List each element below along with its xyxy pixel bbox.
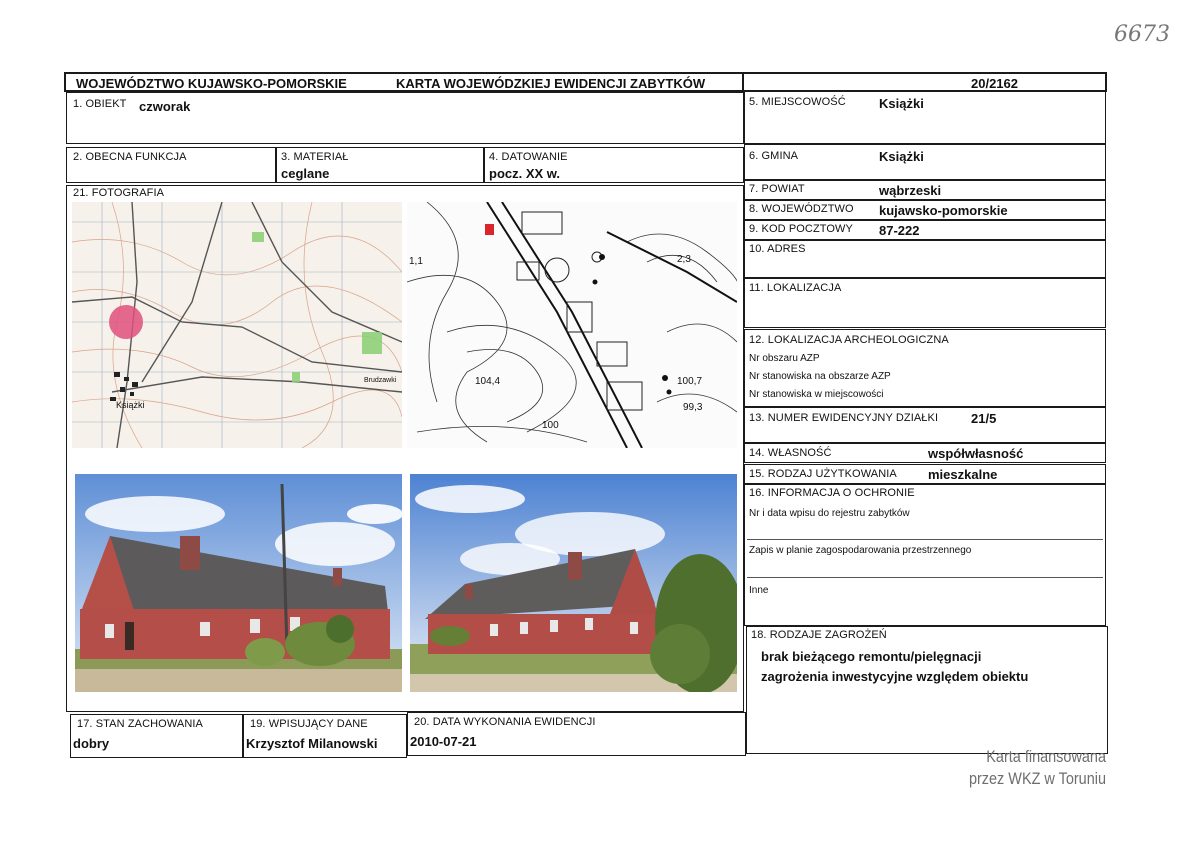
value-stan: dobry (73, 736, 110, 751)
detail-map (407, 202, 737, 448)
label-funkcja: 2. OBECNA FUNKCJA (73, 151, 187, 163)
map-label-ksiazki: Książki (116, 400, 145, 410)
label-arch: 12. LOKALIZACJA ARCHEOLOGICZNA (749, 334, 949, 346)
label-zagrozenia: 18. RODZAJE ZAGROŻEŃ (751, 629, 887, 641)
detail-map-graphic (407, 202, 737, 448)
label-gmina: 6. GMINA (749, 150, 799, 162)
header-bar (64, 72, 1107, 92)
value-dzialka: 21/5 (971, 411, 997, 426)
field-stan (70, 714, 243, 758)
arch-line-azp: Nr obszaru AZP (749, 353, 820, 364)
field-funkcja (66, 147, 276, 183)
funding-stamp (931, 746, 1106, 790)
ochrona-line-rejestr: Nr i data wpisu do rejestru zabytków (749, 508, 910, 519)
ochrona-line-plan: Zapis w planie zagospodarowania przestrzennego (749, 545, 972, 556)
zagrozenie-1: brak bieżącego remontu/pielęgnacji (761, 649, 982, 664)
field-uzytkowanie (744, 464, 1106, 484)
label-wlasnosc: 14. WŁASNOŚĆ (749, 447, 832, 459)
field-obiekt (66, 92, 744, 144)
label-dzialka: 13. NUMER EWIDENCYJNY DZIAŁKI (749, 412, 939, 424)
field-ochrona (744, 484, 1106, 626)
label-kod: 9. KOD POCZTOWY (749, 223, 853, 235)
arch-line-stanowisko-miejscowosc: Nr stanowiska w miejscowości (749, 389, 884, 400)
detail-label-100: 100 (542, 420, 559, 431)
field-arch (744, 329, 1106, 407)
header-region: WOJEWÓDZTWO KUJAWSKO-POMORSKIE (76, 76, 347, 91)
header-divider (742, 72, 744, 92)
label-wpisujacy: 19. WPISUJĄCY DANE (250, 718, 368, 730)
funding-stamp-line1: Karta finansowana (986, 747, 1106, 766)
value-wpisujacy: Krzysztof Milanowski (246, 736, 378, 751)
value-data: 2010-07-21 (410, 734, 477, 749)
zagrozenie-2: zagrożenia inwestycyjne względem obiektu (761, 669, 1029, 684)
label-miejscowosc: 5. MIEJSCOWOŚĆ (749, 96, 846, 108)
value-gmina: Książki (879, 149, 924, 164)
value-datowanie: pocz. XX w. (489, 166, 561, 181)
detail-label-99-3: 99,3 (683, 402, 703, 413)
label-fotografia: 21. FOTOGRAFIA (73, 187, 165, 199)
value-powiat: wąbrzeski (879, 183, 942, 198)
ochrona-line-inne: Inne (749, 585, 769, 596)
label-material: 3. MATERIAŁ (281, 151, 349, 163)
ochrona-divider-2 (747, 577, 1103, 578)
detail-label-100-7: 100,7 (677, 376, 703, 387)
value-kod: 87-222 (879, 223, 920, 238)
value-material: ceglane (281, 166, 330, 181)
value-miejscowosc: Książki (879, 96, 924, 111)
field-zagrozenia (746, 626, 1108, 754)
field-wojewodztwo (744, 200, 1106, 220)
label-powiat: 7. POWIAT (749, 183, 805, 195)
label-uzytkowanie: 15. RODZAJ UŻYTKOWANIA (749, 468, 897, 480)
value-obiekt: czworak (139, 99, 191, 114)
handwritten-card-number: 6673 (1114, 22, 1170, 47)
detail-label-1-1: 1,1 (409, 256, 423, 267)
arch-line-stanowisko-azp: Nr stanowiska na obszarze AZP (749, 371, 891, 382)
field-powiat (744, 180, 1106, 200)
field-data (407, 712, 746, 756)
field-adres (744, 240, 1106, 278)
building-photo-right-graphic (410, 474, 737, 692)
value-wojewodztwo: kujawsko-pomorskie (879, 203, 1008, 218)
field-material (276, 147, 484, 183)
card-number: 20/2162 (971, 76, 1018, 91)
map-label-brudzawki: Brudzawki (364, 377, 397, 384)
topographic-map-graphic (72, 202, 402, 448)
ochrona-divider-1 (747, 539, 1103, 540)
field-miejscowosc (744, 90, 1106, 144)
label-ochrona: 16. INFORMACJA O OCHRONIE (749, 487, 915, 499)
value-wlasnosc: współwłasność (928, 446, 1024, 461)
label-obiekt: 1. OBIEKT (73, 98, 127, 110)
building-photo-left-graphic (75, 474, 402, 692)
topographic-map (72, 202, 402, 448)
field-lokalizacja (744, 278, 1106, 328)
funding-stamp-line2: przez WKZ w Toruniu (968, 769, 1106, 788)
field-dzialka (744, 407, 1106, 443)
header-title: KARTA WOJEWÓDZKIEJ EWIDENCJI ZABYTKÓW (396, 76, 706, 91)
building-photo-right (410, 474, 737, 692)
field-datowanie (484, 147, 744, 183)
label-lokalizacja: 11. LOKALIZACJA (749, 282, 842, 294)
label-wojewodztwo: 8. WOJEWÓDZTWO (749, 203, 854, 215)
field-wlasnosc (744, 443, 1106, 463)
label-stan: 17. STAN ZACHOWANIA (77, 718, 203, 730)
label-datowanie: 4. DATOWANIE (489, 151, 568, 163)
field-kod (744, 220, 1106, 240)
detail-label-104-4: 104,4 (475, 376, 501, 387)
detail-label-2-3: 2,3 (677, 254, 691, 265)
value-uzytkowanie: mieszkalne (928, 467, 998, 482)
building-photo-left (75, 474, 402, 692)
label-adres: 10. ADRES (749, 243, 806, 255)
field-gmina (744, 144, 1106, 180)
label-data: 20. DATA WYKONANIA EWIDENCJI (414, 716, 596, 728)
field-wpisujacy (243, 714, 407, 758)
